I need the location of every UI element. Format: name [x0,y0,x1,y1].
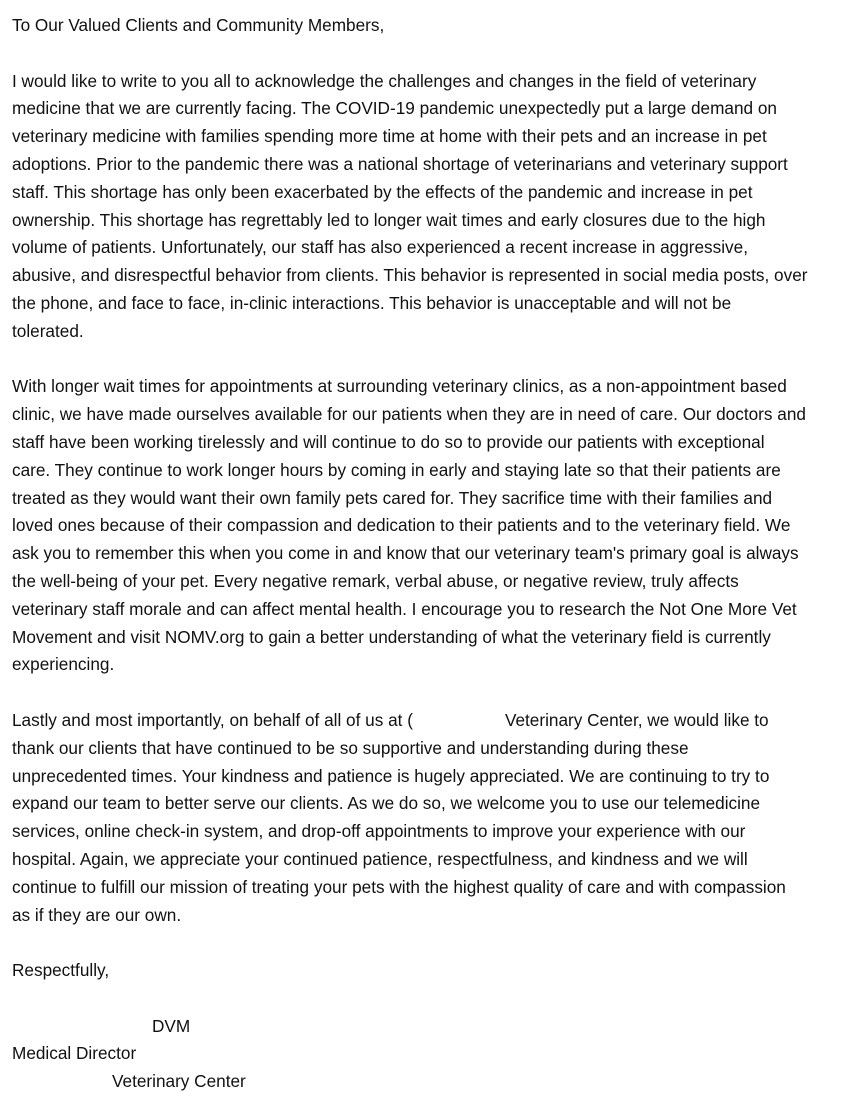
closing: Respectfully, [12,960,110,981]
paragraph-line: adoptions. Prior to the pandemic there was a national shortage of veterinarians and veterinary support [12,153,788,174]
paragraph-line: abusive, and disrespectful behavior from clients. This behavior is represented in social media posts, over [12,265,808,286]
paragraph-line: With longer wait times for appointments at surrounding veterinary clinics, as a non-appointment based [12,376,787,397]
paragraph-line: volume of patients. Unfortunately, our staff has also experienced a recent increase in aggressive, [12,237,748,258]
paragraph-line: hospital. Again, we appreciate your continued patience, respectfulness, and kindness and we will [12,848,748,869]
paragraph-challenges [12,68,858,346]
paragraph-line: as if they are our own. [12,904,182,925]
paragraph-line: veterinary staff morale and can affect mental health. I encourage you to research the Not One More Vet [12,598,797,619]
paragraph-line: unprecedented times. Your kindness and patience is hugely appreciated. We are continuing to try to [12,765,770,786]
paragraph-line: thank our clients that have continued to be so supportive and understanding during these [12,737,689,758]
paragraph-line: Movement and visit NOMV.org to gain a better understanding of what the veterinary field is currently [12,626,771,647]
paragraph-line: veterinary medicine with families spending more time at home with their pets and an increase in pet [12,126,767,147]
paragraph-line: staff have been working tirelessly and will continue to do so to provide our patients with exceptional [12,431,765,452]
salutation: To Our Valued Clients and Community Members, [12,15,385,35]
signature-title: Medical Director [12,1043,137,1064]
paragraph-line: I would like to write to you all to acknowledge the challenges and changes in the field of veterinary [12,70,757,91]
paragraph-line: the phone, and face to face, in-clinic interactions. This behavior is unacceptable and will not be [12,292,732,313]
paragraph-line: clinic, we have made ourselves available for our patients when they are in need of care. Our doctors and [12,404,806,425]
paragraph-line [12,707,858,735]
paragraph-thanks [12,707,858,929]
paragraph-line: expand our team to better serve our clients. As we do so, we welcome you to use our telemedicine [12,793,761,814]
paragraph-line: continue to fulfill our mission of treating your pets with the highest quality of care and with compassion [12,876,786,897]
paragraph-line-end: Veterinary Center, we would like to [504,709,769,730]
paragraph-line: care. They continue to work longer hours by coming in early and staying late so that their patients are [12,459,781,480]
redacted-clinic-name [413,709,505,726]
paragraph-line: services, online check-in system, and drop-off appointments to improve your experience with our [12,821,746,842]
paragraph-line: tolerated. [12,320,84,341]
paragraph-line: loved ones because of their compassion and dedication to their patients and to the veterinary field. We [12,515,791,536]
paragraph-line: treated as they would want their own family pets cared for. They sacrifice time with their families and [12,487,773,508]
signature-organization: Veterinary Center [112,1071,246,1092]
signature-credential: DVM [152,1015,191,1036]
signature-block [12,1013,858,1096]
paragraph-line: experiencing. [12,654,115,675]
paragraph-line: medicine that we are currently facing. The COVID-19 pandemic unexpectedly put a large demand on [12,98,777,119]
paragraph-line: staff. This shortage has only been exacerbated by the effects of the pandemic and increase in pet [12,181,753,202]
paragraph-staff-dedication [12,373,858,679]
letter [12,12,858,1096]
paragraph-line: ownership. This shortage has regrettably led to longer wait times and early closures due to the high [12,209,766,230]
paragraph-line-start: Lastly and most importantly, on behalf of all of us at ( [12,709,413,730]
paragraph-line: ask you to remember this when you come in and know that our veterinary team's primary goal is always [12,543,799,564]
paragraph-line: the well-being of your pet. Every negative remark, verbal abuse, or negative review, truly affects [12,570,739,591]
